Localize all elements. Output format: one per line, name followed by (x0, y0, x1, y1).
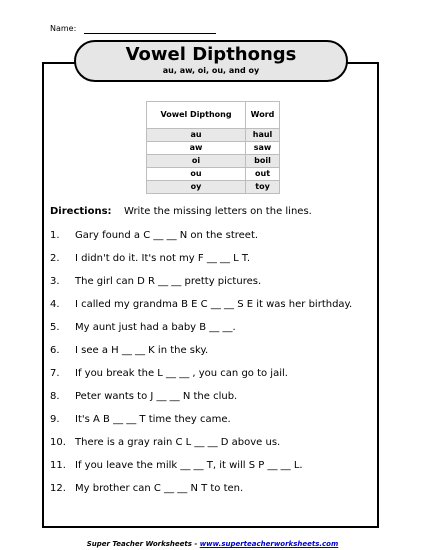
directions (50, 206, 312, 217)
footer-link[interactable]: www.superteacherworksheets.com (199, 540, 339, 548)
table-row (147, 129, 280, 142)
title-banner (74, 40, 348, 82)
footer-separator: - (194, 540, 198, 548)
item-text: Gary found a C __ __ N on the street. (75, 230, 259, 241)
word-cell: toy (246, 181, 280, 194)
word-cell: haul (246, 129, 280, 142)
item-number: 9. (50, 414, 60, 425)
word-cell: saw (246, 142, 280, 155)
item-text: I called my grandma B E C __ __ S E it was her birthday. (75, 299, 353, 310)
table-row (147, 155, 280, 168)
footer-brand: Super Teacher Worksheets (86, 540, 192, 548)
table-row (147, 181, 280, 194)
item-number: 3. (50, 276, 60, 287)
item-text: I didn't do it. It's not my F __ __ L T. (75, 253, 251, 264)
dipthong-cell: au (147, 129, 246, 142)
name-label: Name: (50, 24, 77, 33)
list-item (50, 436, 352, 459)
list-item (50, 275, 352, 298)
list-item (50, 390, 352, 413)
item-text: Peter wants to J __ __ N the club. (75, 391, 238, 402)
dipthong-table (146, 101, 280, 194)
item-number: 7. (50, 368, 60, 379)
table-header-dipthong: Vowel Dipthong (147, 102, 246, 129)
directions-label: Directions: (50, 206, 112, 217)
item-text: The girl can D R __ __ pretty pictures. (75, 276, 262, 287)
item-text: If you leave the milk __ __ T, it will S P __ __ L. (75, 460, 303, 471)
list-item (50, 459, 352, 482)
list-item (50, 344, 352, 367)
name-line (84, 33, 216, 34)
item-number: 8. (50, 391, 60, 402)
item-text: There is a gray rain C L __ __ D above us. (75, 437, 281, 448)
item-text: If you break the L __ __ , you can go to jail. (75, 368, 288, 379)
worksheet-title: Vowel Dipthongs (125, 44, 297, 65)
item-number: 10. (50, 437, 66, 448)
list-item (50, 229, 352, 252)
dipthong-cell: ou (147, 168, 246, 181)
question-list (50, 229, 352, 505)
dipthong-cell: aw (147, 142, 246, 155)
item-number: 12. (50, 483, 66, 494)
item-text: My brother can C __ __ N T to ten. (75, 483, 244, 494)
table-header-word: Word (246, 102, 280, 129)
word-cell: out (246, 168, 280, 181)
item-number: 1. (50, 230, 60, 241)
item-number: 5. (50, 322, 60, 333)
word-cell: boil (246, 155, 280, 168)
list-item (50, 298, 352, 321)
list-item (50, 321, 352, 344)
item-number: 11. (50, 460, 66, 471)
item-text: It's A B __ __ T time they came. (75, 414, 231, 425)
item-number: 6. (50, 345, 60, 356)
item-number: 4. (50, 299, 60, 310)
table-row (147, 168, 280, 181)
item-text: My aunt just had a baby B __ __. (75, 322, 236, 333)
list-item (50, 367, 352, 390)
table-row (147, 142, 280, 155)
list-item (50, 252, 352, 275)
directions-text: Write the missing letters on the lines. (124, 206, 312, 217)
item-number: 2. (50, 253, 60, 264)
footer (0, 540, 425, 548)
list-item (50, 413, 352, 436)
dipthong-cell: oi (147, 155, 246, 168)
dipthong-cell: oy (147, 181, 246, 194)
list-item (50, 482, 352, 505)
item-text: I see a H __ __ K in the sky. (75, 345, 209, 356)
worksheet-subtitle: au, aw, oi, ou, and oy (162, 66, 260, 75)
